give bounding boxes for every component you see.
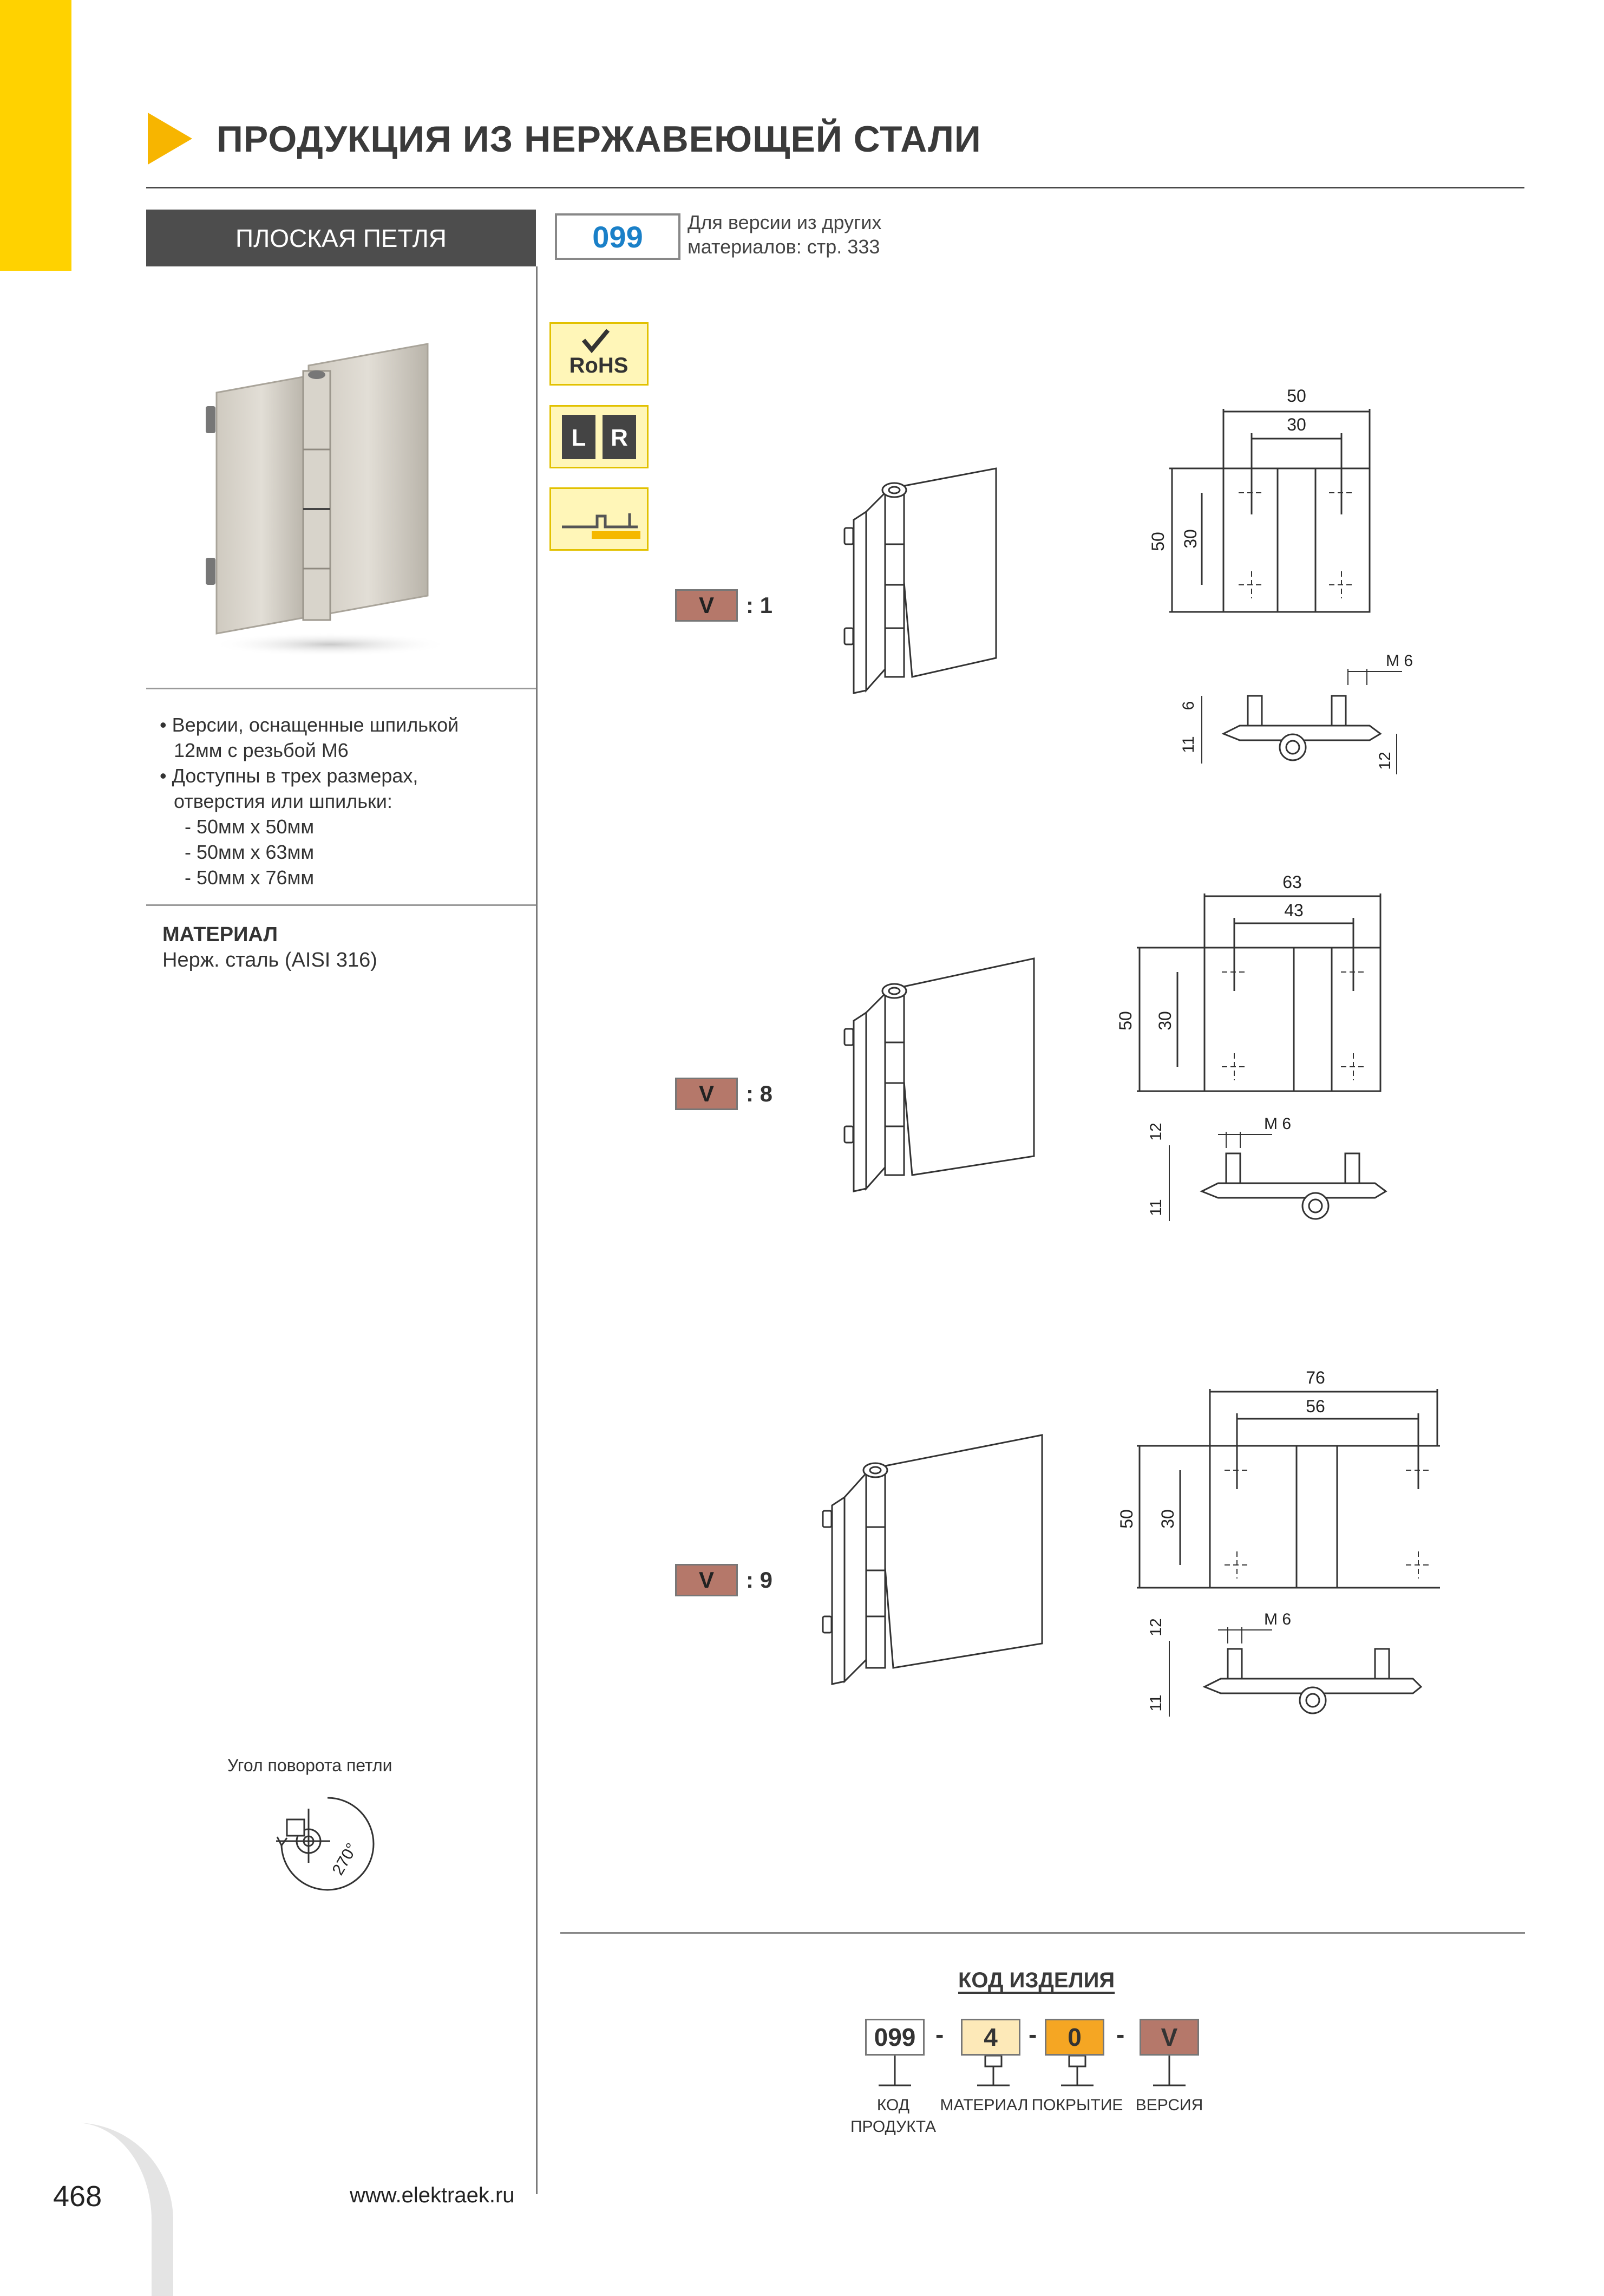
lr-version-icon xyxy=(549,405,649,468)
code-label-material: МАТЕРИАЛ xyxy=(940,2096,1029,2114)
rotation-angle-label: 270° xyxy=(329,1840,362,1878)
code-section-divider xyxy=(560,1932,1525,1934)
code-connectors xyxy=(861,2056,1207,2099)
dimension-drawing-v8 xyxy=(1115,866,1429,1105)
svg-text:RoHS: RoHS xyxy=(569,354,628,377)
feature-list xyxy=(160,712,459,890)
svg-text:30: 30 xyxy=(1158,1509,1177,1529)
version-number: : 8 xyxy=(746,1081,773,1106)
version-number: : 9 xyxy=(746,1567,773,1593)
section-divider xyxy=(146,904,536,906)
hinge-3d-drawing-v1 xyxy=(842,466,1004,699)
hinge-3d-drawing-v9 xyxy=(820,1430,1047,1690)
page-title: ПРОДУКЦИЯ ИЗ НЕРЖАВЕЮЩЕЙ СТАЛИ xyxy=(217,119,981,160)
rohs-badge xyxy=(549,322,649,386)
svg-text:30: 30 xyxy=(1181,529,1200,549)
feature-line: отверстия или шпильки: xyxy=(174,790,392,812)
feature-line: • Доступны в трех размерах, xyxy=(160,765,418,787)
version-badge: V xyxy=(675,1564,738,1596)
feature-line: 12мм с резьбой М6 xyxy=(174,739,349,761)
svg-text:L: L xyxy=(571,425,586,451)
code-label-version: ВЕРСИЯ xyxy=(1135,2096,1203,2114)
svg-text:30: 30 xyxy=(1287,415,1306,434)
svg-text:6: 6 xyxy=(1180,701,1197,710)
svg-text:R: R xyxy=(611,425,628,451)
other-materials-line2: материалов: стр. 333 xyxy=(688,236,880,258)
section-divider xyxy=(146,688,536,689)
product-code-box: 099 xyxy=(555,213,680,260)
version-number: : 1 xyxy=(746,592,773,618)
code-part-finish: 0 xyxy=(1045,2019,1104,2056)
svg-text:50: 50 xyxy=(1287,386,1306,406)
feature-line: • Версии, оснащенные шпилькой xyxy=(160,714,459,736)
rohs-check-icon xyxy=(551,324,647,384)
feature-line: - 50мм x 76мм xyxy=(185,866,315,889)
feature-line: - 50мм x 63мм xyxy=(185,841,315,863)
svg-text:76: 76 xyxy=(1306,1368,1325,1387)
page-number: 468 xyxy=(53,2180,102,2213)
feature-line: - 50мм x 50мм xyxy=(185,816,315,838)
rotation-angle-diagram xyxy=(265,1787,384,1901)
side-profile-drawing-v8 xyxy=(1137,1107,1451,1232)
svg-text:50: 50 xyxy=(1148,532,1168,551)
svg-text:11: 11 xyxy=(1147,1694,1165,1712)
code-dash: - xyxy=(1116,2020,1125,2049)
code-label-product: КОД ПРОДУКТА xyxy=(850,2096,937,2136)
version-badge: V xyxy=(675,589,738,622)
svg-text:50: 50 xyxy=(1117,1509,1136,1529)
code-part-product: 099 xyxy=(865,2019,925,2056)
flat-mount-icon xyxy=(549,487,649,551)
column-divider xyxy=(536,266,538,2194)
side-profile-drawing-v1 xyxy=(1148,647,1440,782)
svg-text:12: 12 xyxy=(1376,752,1394,770)
material-heading: МАТЕРИАЛ xyxy=(162,923,278,946)
other-materials-note[interactable] xyxy=(688,210,881,259)
svg-text:12: 12 xyxy=(1147,1123,1165,1141)
svg-text:50: 50 xyxy=(1116,1011,1135,1030)
dimension-drawing-v1 xyxy=(1148,379,1440,623)
svg-text:12: 12 xyxy=(1147,1618,1165,1636)
title-arrow-icon xyxy=(148,113,192,165)
code-part-version: V xyxy=(1140,2019,1199,2056)
version-badge: V xyxy=(675,1078,738,1110)
svg-text:M 6: M 6 xyxy=(1264,1115,1292,1133)
product-name-bar: ПЛОСКАЯ ПЕТЛЯ xyxy=(146,210,536,266)
other-materials-line1: Для версии из других xyxy=(688,211,882,233)
material-value: Нерж. сталь (AISI 316) xyxy=(162,949,377,971)
side-profile-drawing-v9 xyxy=(1137,1603,1462,1727)
code-title: КОД ИЗДЕЛИЯ xyxy=(958,1968,1115,1992)
dimension-drawing-v9 xyxy=(1115,1359,1440,1597)
code-part-material: 4 xyxy=(961,2019,1020,2056)
website-link[interactable]: www.elektraek.ru xyxy=(350,2183,515,2207)
svg-text:30: 30 xyxy=(1155,1011,1175,1030)
svg-text:M 6: M 6 xyxy=(1386,652,1413,670)
product-photo xyxy=(195,341,449,661)
svg-text:43: 43 xyxy=(1284,901,1304,920)
svg-text:11: 11 xyxy=(1147,1199,1165,1216)
svg-text:M 6: M 6 xyxy=(1264,1610,1292,1628)
accent-bar xyxy=(0,0,71,271)
hinge-3d-drawing-v8 xyxy=(842,953,1047,1197)
code-dash: - xyxy=(1029,2020,1037,2049)
svg-text:63: 63 xyxy=(1282,872,1302,892)
code-label-finish: ПОКРЫТИЕ xyxy=(1031,2096,1123,2114)
svg-text:56: 56 xyxy=(1306,1397,1325,1416)
rotation-caption: Угол поворота петли xyxy=(227,1756,392,1775)
title-divider xyxy=(146,187,1524,188)
code-dash: - xyxy=(935,2020,944,2049)
svg-text:11: 11 xyxy=(1180,736,1197,753)
